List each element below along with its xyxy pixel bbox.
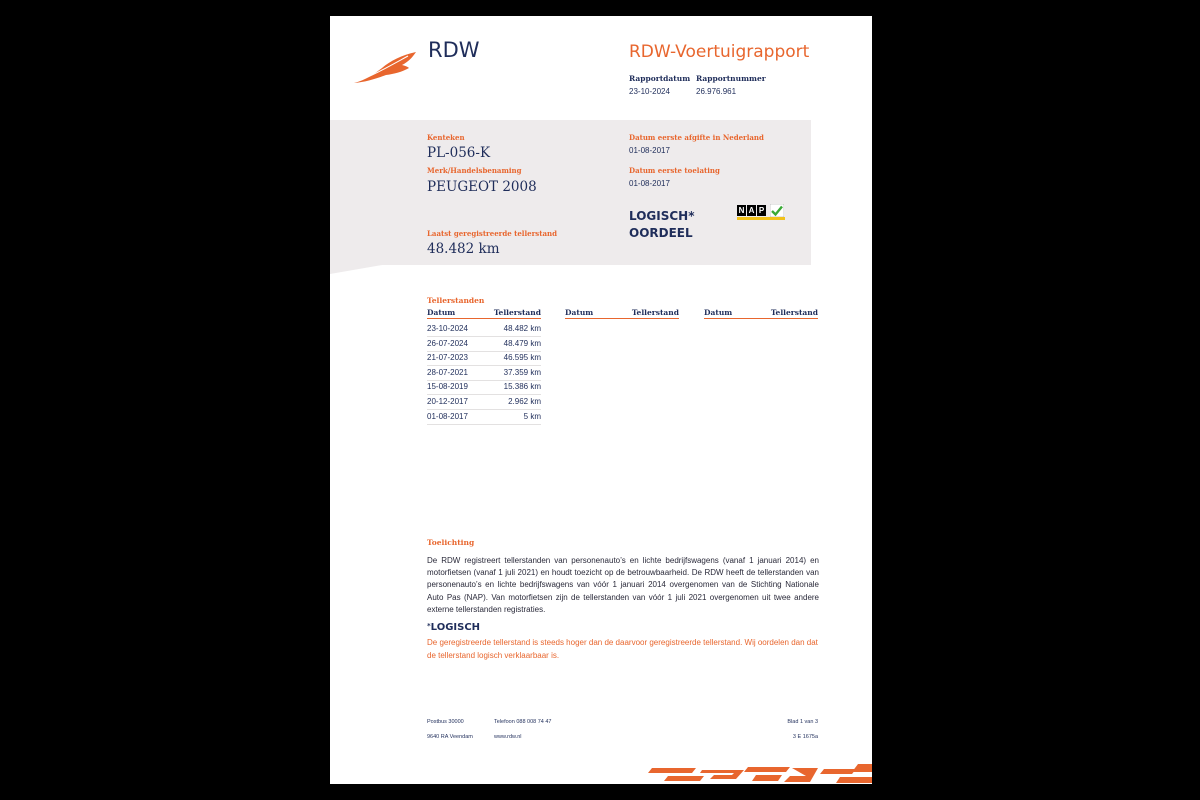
row-tellerstand: 2.962 km: [508, 397, 541, 406]
afgifte-value: 01-08-2017: [629, 146, 670, 155]
row-datum: 01-08-2017: [427, 412, 468, 421]
logisch-heading-text: LOGISCH: [430, 622, 481, 633]
toelating-label: Datum eerste toelating: [629, 166, 720, 175]
kenteken-label: Kenteken: [427, 133, 465, 142]
table-header-group-3: [704, 308, 818, 319]
row-tellerstand: 48.479 km: [503, 339, 541, 348]
footer-blad: Blad 1 van 3: [787, 719, 818, 725]
footer-website: www.rdw.nl: [494, 734, 522, 740]
table-row: [427, 379, 541, 395]
oordeel-line1: LOGISCH*: [629, 209, 695, 223]
table-row: [427, 409, 541, 425]
table-row: [427, 394, 541, 410]
tellerstanden-title: Tellerstanden: [427, 296, 485, 305]
logisch-heading: [427, 622, 480, 633]
nap-yellow-bar: [737, 217, 785, 220]
afgifte-label: Datum eerste afgifte in Nederland: [629, 133, 764, 142]
laatst-tellerstand-value: 48.482 km: [427, 241, 500, 257]
rdw-feather-logo-icon: [352, 50, 418, 86]
toelichting-paragraph: De RDW registreert tellerstanden van personenauto’s en lichte bedrijfswagens (vanaf 1 januari 2014) en motorfietsen (vanaf 1 juli 2021) en houdt toezicht op de betrouwbaarheid. De RDW heeft de tellerstanden van personenauto’s en lichte bedrijfswagens van vóór 1 januari 2014 overgenomen van de Stichting Nationale Auto Pas (NAP). Van motorfietsen zijn de tellerstanden van vóór 1 juli 2021 overgenomen uit twee andere externe tellerstanden registraties.: [427, 556, 819, 614]
laatst-tellerstand-label: Laatst geregistreerde tellerstand: [427, 229, 557, 238]
header-tellerstand: Tellerstand: [631, 308, 679, 317]
logo-text: RDW: [428, 38, 480, 62]
merk-value: PEUGEOT 2008: [427, 179, 537, 195]
header-tellerstand: Tellerstand: [770, 308, 818, 317]
toelating-value: 01-08-2017: [629, 179, 670, 188]
rapportnummer-label: Rapportnummer: [696, 74, 766, 83]
row-tellerstand: 46.595 km: [503, 353, 541, 362]
row-datum: 28-07-2021: [427, 368, 468, 377]
footer-plaats: 9640 RA Veendam: [427, 734, 473, 740]
panel-notch: [330, 264, 388, 274]
speed-stripes-decoration: [640, 764, 872, 784]
rapportdatum-value: 23-10-2024: [629, 87, 670, 96]
checkmark-icon: [770, 204, 784, 217]
rapportnummer-value: 26.976.961: [696, 87, 737, 96]
header-datum: Datum: [704, 308, 733, 317]
nap-letter-p: P: [758, 206, 765, 215]
table-header-group-1: [427, 308, 541, 319]
header-datum: Datum: [565, 308, 594, 317]
row-datum: 21-07-2023: [427, 353, 468, 362]
nap-logo: [737, 204, 785, 223]
footer-postbus: Postbus 30000: [427, 719, 464, 725]
oordeel-line2: OORDEEL: [629, 226, 693, 240]
report-page: [330, 16, 872, 784]
table-row: [427, 321, 541, 337]
row-tellerstand: 5 km: [523, 412, 541, 421]
merk-label: Merk/Handelsbenaming: [427, 166, 522, 175]
kenteken-value: PL-056-K: [427, 145, 491, 161]
toelichting-title: Toelichting: [427, 538, 475, 547]
header-tellerstand: Tellerstand: [493, 308, 541, 317]
footer-code: 3 E 1675a: [792, 734, 818, 740]
row-datum: 26-07-2024: [427, 339, 468, 348]
row-tellerstand: 37.359 km: [503, 368, 541, 377]
nap-letter-a: A: [748, 206, 755, 215]
header-datum: Datum: [427, 308, 456, 317]
logisch-asterisk: *: [427, 622, 431, 630]
nap-letter-n: N: [738, 206, 745, 215]
table-header-group-2: [565, 308, 679, 319]
footer-telefoon: Telefoon 088 008 74 47: [494, 719, 552, 725]
table-row: [427, 350, 541, 366]
oordeel-verdict: [629, 208, 695, 242]
rapportdatum-label: Rapportdatum: [629, 74, 691, 83]
row-datum: 23-10-2024: [427, 324, 468, 333]
report-title: RDW-Voertuigrapport: [629, 42, 810, 62]
row-datum: 15-08-2019: [427, 382, 468, 391]
row-tellerstand: 15.386 km: [503, 382, 541, 391]
row-tellerstand: 48.482 km: [503, 324, 541, 333]
logisch-explanation: De geregistreerde tellerstand is steeds hoger dan de daarvoor geregistreerde tellerstand. Wij oordelen dan dat de tellerstand logisch verklaarbaar is.: [427, 638, 818, 660]
row-datum: 20-12-2017: [427, 397, 468, 406]
